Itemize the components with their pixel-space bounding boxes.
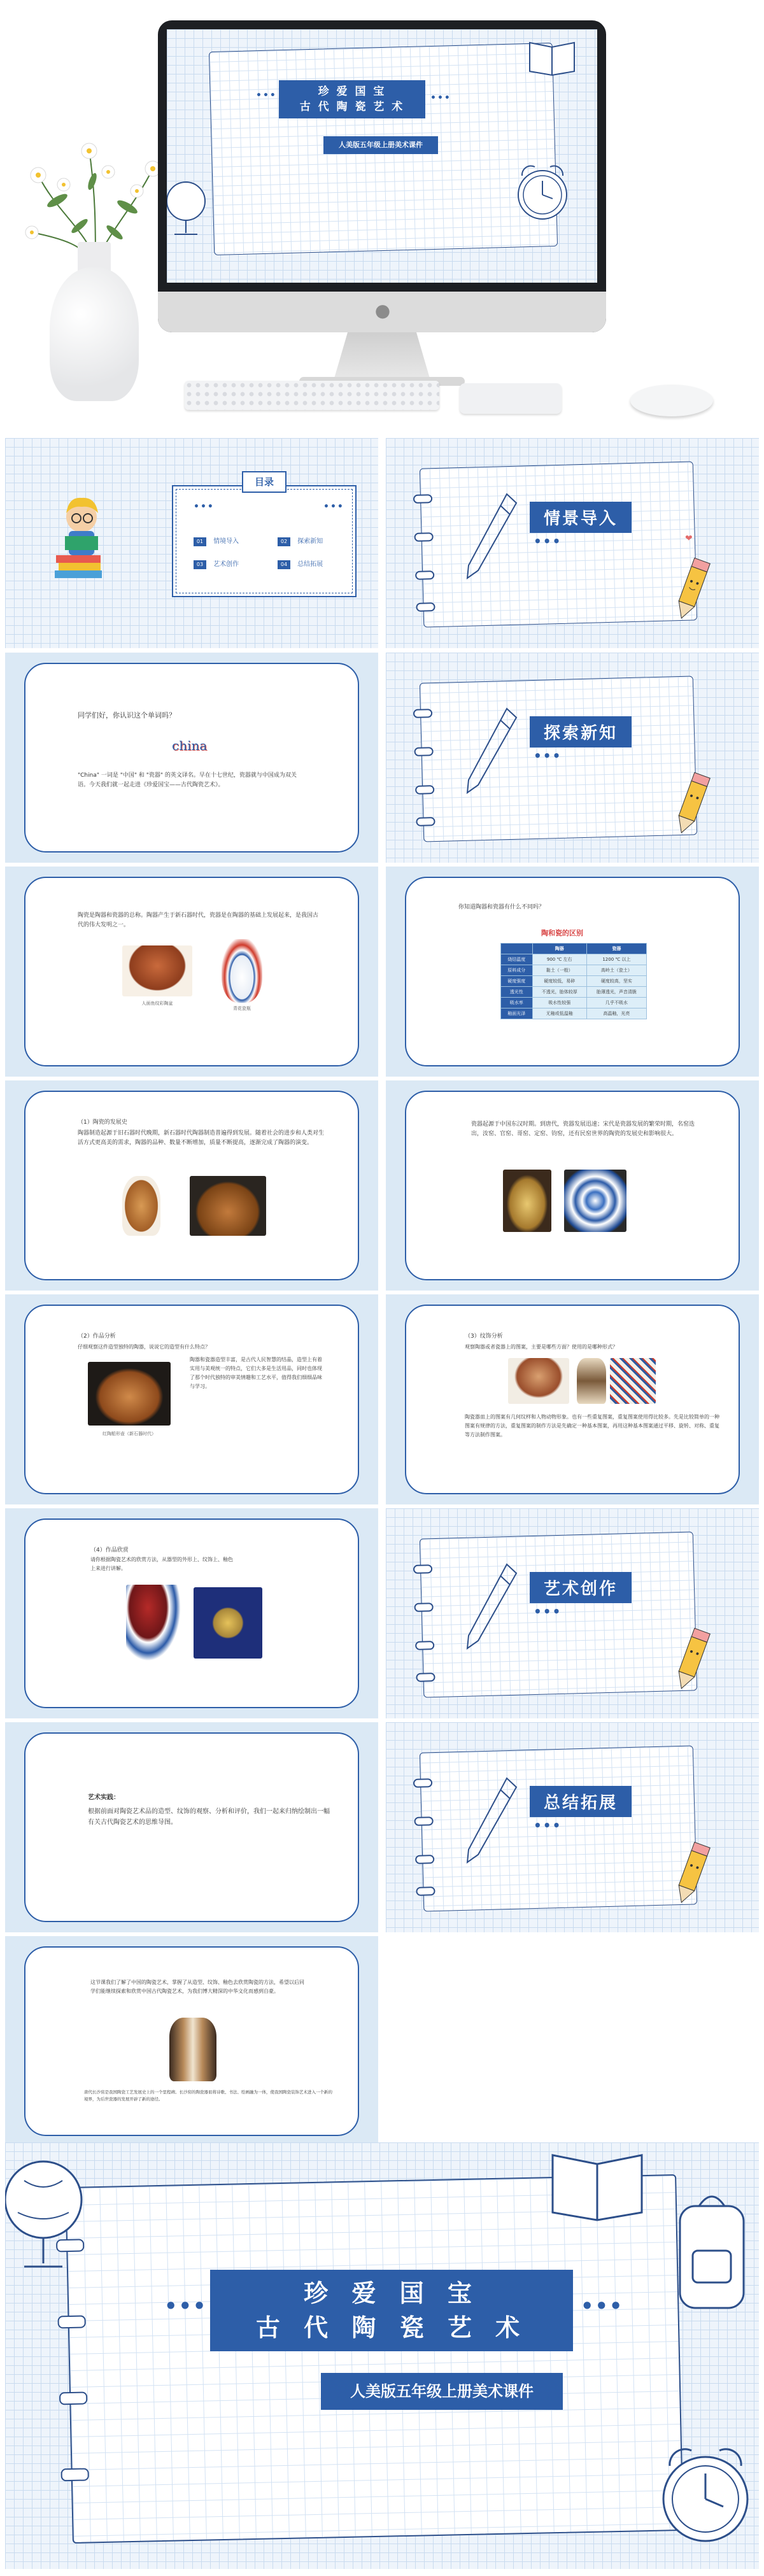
content-card — [405, 1305, 740, 1494]
table-header-cell: 瓷器 — [586, 944, 646, 954]
screen-title-line2: 古 代 陶 瓷 艺 术 — [299, 101, 405, 113]
blank-slot — [386, 1936, 759, 2146]
table-cell: 几乎不吸水 — [586, 998, 646, 1008]
table-row — [501, 998, 647, 1008]
analysis1-body: 陶器和瓷器造型丰富，是古代人民智慧的结晶，造型上有着实用与美观统一的特点，它们大多是生活用品，同时也体现了那个时代独特的审美情趣和工艺水平，值得我们细细品味与学习。 — [190, 1357, 322, 1389]
screen-title-line1: 珍 爱 国 宝 — [318, 85, 386, 98]
screen-title-band — [279, 80, 425, 118]
ending-subtitle: 人美版五年级上册美术课件 — [321, 2373, 563, 2410]
analysis1-heading: （2）作品分析 — [78, 1333, 116, 1340]
table-header-cell — [501, 944, 533, 954]
compare-question: 你知道陶器和瓷器有什么不同吗？ — [458, 904, 545, 910]
pencil-sketch-icon — [462, 488, 520, 583]
toc-item-2[interactable] — [278, 534, 323, 546]
art-heading: 艺术实践： — [88, 1794, 120, 1801]
pottery-jar-image — [122, 1176, 160, 1236]
slide-analysis-2 — [386, 1294, 759, 1504]
compare-heading: 陶和瓷的区别 — [541, 929, 583, 937]
cartoon-pencil-icon — [672, 1838, 712, 1908]
toc-dots-right: ••• — [323, 502, 344, 512]
toc-item-3-label: 艺术创作 — [213, 561, 239, 568]
slide-summary — [5, 1936, 378, 2146]
vase — [50, 267, 139, 401]
toc-item-3-num: 03 — [194, 560, 206, 569]
apple-logo-icon: ● — [374, 300, 391, 321]
section-dots: ••• — [534, 1604, 562, 1619]
table-cell: 胎薄透光，声音清脆 — [586, 987, 646, 998]
content-card — [24, 663, 359, 853]
hero-mockup — [0, 0, 764, 433]
toc-title: 目录 — [242, 471, 286, 493]
slide-pottery — [5, 867, 378, 1077]
alarm-clock-icon — [654, 2435, 756, 2556]
toc-item-3[interactable] — [194, 556, 239, 569]
cartoon-pencil-icon — [672, 1624, 712, 1694]
ending-title-band — [210, 2270, 573, 2351]
table-cell: 高温釉，光亮 — [586, 1008, 646, 1019]
pencil-sketch-icon — [462, 702, 520, 798]
blue-white-vase-image — [222, 939, 262, 1003]
table-row — [501, 954, 647, 965]
section-dots: ••• — [534, 1818, 562, 1833]
section-dots: ••• — [534, 748, 562, 763]
content-card — [24, 1305, 359, 1494]
section-4-title: 总结拓展 — [530, 1786, 632, 1817]
art-body: 根据前面对陶瓷艺术品的造型、纹饰的观察、分析和评价，我们一起来归纳绘制出一幅有关古代陶瓷艺术的思维导图。 — [88, 1808, 330, 1826]
cartoon-pencil-icon — [672, 554, 712, 624]
table-cell: 原料成分 — [501, 965, 533, 976]
pencil-sketch-icon — [462, 1558, 520, 1653]
slide-practice — [5, 1508, 378, 1718]
slide-analysis-1 — [5, 1294, 378, 1504]
globe-icon — [5, 2149, 94, 2276]
section-3-title: 艺术创作 — [530, 1572, 632, 1603]
book-icon — [540, 2142, 654, 2225]
table-row — [501, 976, 647, 987]
pottery-pot-image — [190, 1176, 266, 1236]
keyboard — [185, 381, 439, 410]
table-cell: 硬度较低，易碎 — [532, 976, 586, 987]
history2-body: 瓷器起源于中国东汉时期。到唐代，瓷器发展迅速；宋代是瓷器发展的繁荣时期，名窑迭出，汝窑、官窑、哥窑、定窑、钧窑，还有民窑世界的陶瓷的发展史和影响很大。 — [471, 1121, 695, 1137]
slide-compare — [386, 867, 759, 1077]
analysis1-question: 仔细观察这件造型独特的陶器，说说它的造型有什么特点？ — [78, 1344, 210, 1350]
toc-item-1[interactable] — [194, 534, 239, 546]
summary-body: 这节课我们了解了中国的陶瓷艺术，掌握了从造型、纹饰、釉色去欣赏陶瓷的方法，希望以后同学们能继续探索和欣赏中国古代陶瓷艺术，为我们博大精深的中华文化而感到自豪。 — [90, 1979, 304, 1994]
slide-toc — [5, 438, 378, 648]
table-cell: 透光性 — [501, 987, 533, 998]
intro-word: china — [172, 738, 208, 753]
table-cell: 不透光，胎体较厚 — [532, 987, 586, 998]
slide-section-2 — [386, 653, 759, 863]
trackpad — [460, 383, 562, 414]
imac-monitor — [158, 20, 606, 332]
screen-dots-right: ••• — [430, 93, 451, 103]
toc-dots-left: ••• — [194, 502, 215, 512]
table-cell: 硬度强度 — [501, 976, 533, 987]
tang-pottery-image — [503, 1170, 551, 1232]
ending-title-line1: 珍 爱 国 宝 — [304, 2279, 479, 2307]
backpack-icon — [667, 2181, 756, 2321]
pottery-caption-1: 人面鱼纹彩陶盆 — [141, 1001, 173, 1006]
monitor-stand — [334, 332, 430, 378]
toc-item-4-num: 04 — [278, 560, 290, 569]
section-dots: ••• — [534, 534, 562, 549]
table-cell: 吸水率 — [501, 998, 533, 1008]
cartoon-pencil-icon — [672, 768, 712, 839]
alarm-clock-icon — [511, 157, 574, 227]
intro-body: "China" 一词是 "中国" 和 "瓷器" 的英文译名。早在十七世纪，瓷器就与中国成为双关语。今天我们就一起走进《珍爱国宝——古代陶瓷艺术》。 — [78, 772, 297, 788]
pencil-sketch-icon — [462, 1772, 520, 1867]
slide-section-1 — [386, 438, 759, 648]
monitor-chin — [158, 292, 606, 332]
globe-icon — [167, 176, 211, 239]
table-cell: 无釉或低温釉 — [532, 1008, 586, 1019]
book-icon — [523, 33, 581, 78]
slide-section-3 — [386, 1508, 759, 1718]
pottery-basin-image — [122, 945, 192, 996]
ending-notebook — [65, 2174, 684, 2544]
slide-section-4 — [386, 1722, 759, 1932]
table-cell: 烧结温度 — [501, 954, 533, 965]
toc-item-2-label: 探索新知 — [297, 538, 323, 545]
history1-body: 陶器制造起源于旧石器时代晚期，新石器时代陶器制造普遍得到发展。随着社会的进步和人类对生活方式更高美的需求，陶器的品种、数量不断增加，质量不断提高，逐渐完成了陶器的演变。 — [78, 1130, 325, 1146]
ending-dots-right: ••• — [581, 2294, 624, 2318]
table-cell: 高岭土（瓷土） — [586, 965, 646, 976]
screen-dots-left: ••• — [256, 90, 277, 101]
content-card — [24, 1518, 359, 1708]
toc-item-1-label: 情境导入 — [213, 538, 239, 545]
table-header-cell: 陶器 — [532, 944, 586, 954]
red-vase-image — [126, 1585, 181, 1661]
heart-icon: ❤ — [685, 534, 693, 544]
toc-item-4-label: 总结拓展 — [297, 561, 323, 568]
summary-note: 唐代长沙窑是我国陶瓷工艺发展史上的一个里程碑。长沙窑的陶瓷器皿将诗歌、书法、绘画融为一体，使我国陶瓷装饰艺术进入一个新的境界，为后世瓷器的发展开辟了新的途径。 — [84, 2090, 332, 2102]
pottery-caption-2: 青花瓷瓶 — [233, 1006, 251, 1011]
table-cell: 吸水性较强 — [532, 998, 586, 1008]
table-cell: 黏土（一般） — [532, 965, 586, 976]
painted-bowl-image — [508, 1358, 569, 1404]
screen-subtitle: 人美版五年级上册美术课件 — [323, 136, 438, 154]
ending-title-line2: 古 代 陶 瓷 艺 术 — [255, 2314, 528, 2342]
practice-body: 请你根据陶瓷艺术的欣赏方法，从器型的外形上、纹饰上、釉色上来进行讲解。 — [90, 1557, 233, 1571]
boat-pot-image — [88, 1362, 171, 1426]
compare-table — [500, 943, 647, 1019]
analysis1-caption: 红陶船形壶（新石器时代） — [103, 1431, 156, 1436]
slide-ending-cover — [5, 2142, 759, 2569]
monitor-screen-cover — [167, 29, 597, 283]
table-cell: 釉面光泽 — [501, 1008, 533, 1019]
history1-heading: （1）陶瓷的发展史 — [78, 1119, 127, 1126]
blue-plaque-image — [194, 1587, 262, 1659]
practice-heading: （4）作品欣赏 — [90, 1547, 129, 1553]
mouse — [630, 385, 713, 416]
analysis2-body: 陶瓷器皿上的图案有几何纹样和人物动物形象。也有一些重复图案，重复图案使用得比较多。先是比较简单的一种图案有规律的方法，重复图案的制作方法是先确定一种基本图案，再用这种基本图案通过平移、旋转、对称、重复等方法制作图案。 — [465, 1414, 719, 1438]
table-row — [501, 965, 647, 976]
slide-intro — [5, 653, 378, 863]
painted-vase-image — [577, 1358, 606, 1404]
section-2-title: 探索新知 — [530, 716, 632, 747]
toc-item-2-num: 02 — [278, 537, 290, 546]
slide-art — [5, 1722, 378, 1932]
table-row — [501, 1008, 647, 1019]
table-header-row — [501, 944, 647, 954]
table-cell: 900 ℃ 左右 — [532, 954, 586, 965]
pattern-image — [610, 1358, 656, 1404]
toc-item-1-num: 01 — [194, 537, 206, 546]
analysis2-question: 观察陶器或者瓷器上的图案，主要是哪些方面？使用的是哪种形式？ — [465, 1344, 618, 1350]
blue-plate-image — [564, 1170, 626, 1232]
pottery-body: 陶瓷是陶器和瓷器的总称。陶器产生于新石器时代，瓷器是在陶器的基础上发展起来，是我国古代的伟大发明之一。 — [78, 912, 319, 928]
intro-question: 同学们好，你认识这个单词吗？ — [78, 711, 176, 719]
table-row — [501, 987, 647, 998]
changsha-pot-image — [169, 2018, 216, 2081]
analysis2-heading: （3）纹饰分析 — [465, 1333, 503, 1340]
toc-item-4[interactable] — [278, 556, 323, 569]
slide-history-2 — [386, 1080, 759, 1291]
section-1-title: 情景导入 — [530, 502, 632, 533]
table-cell: 硬度较高，坚实 — [586, 976, 646, 987]
table-cell: 1200 ℃ 以上 — [586, 954, 646, 965]
ending-dots-left: ••• — [164, 2294, 208, 2318]
reading-boy-illustration — [50, 492, 113, 581]
slide-history-1 — [5, 1080, 378, 1291]
